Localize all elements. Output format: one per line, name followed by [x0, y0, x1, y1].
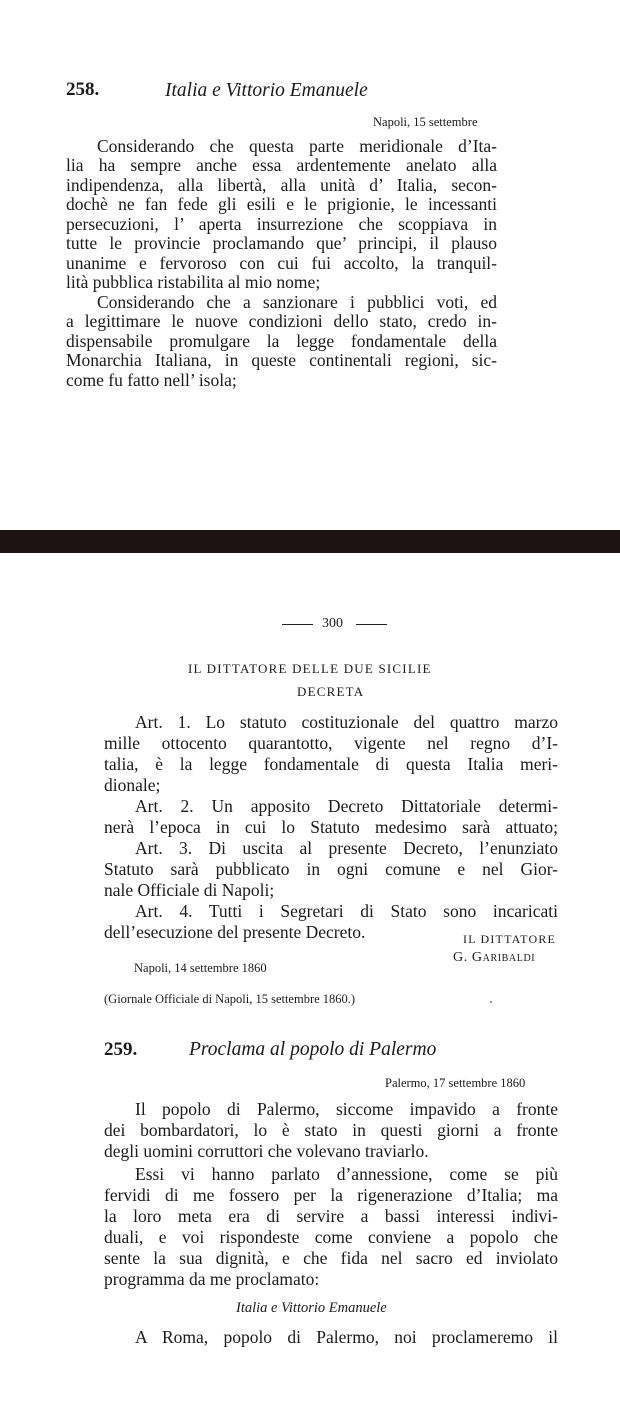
decree-heading: IL DITTATORE DELLE DUE SICILIE [188, 661, 432, 676]
text-line: sente la sua dignità, e che fida nel sacro ed inviolato [104, 1248, 558, 1268]
text-line: come fu fatto nell’ isola; [66, 370, 237, 390]
text-line: dispensabile promulgare la legge fondamentale della [66, 331, 497, 351]
text-line: Considerando che a sanzionare i pubblici voti, ed [97, 292, 497, 312]
signature-name: G. Garibaldi [453, 950, 536, 965]
text-line: A Roma, popolo di Palermo, noi proclameremo il [135, 1327, 558, 1347]
page-number-rule-right [356, 624, 387, 625]
text-line: nerà l’epoca in cui lo Statuto medesimo sarà attuato; [104, 817, 558, 837]
text-line: Monarchia Italiana, in queste continentali regioni, sic- [66, 350, 497, 370]
text-line: mille ottocento quarantotto, vigente nel regno d’I- [104, 733, 558, 753]
text-line: lità pubblica ristabilita al mio nome; [66, 272, 321, 292]
motto-heading: Italia e Vittorio Emanuele [236, 1300, 387, 1316]
text-line: indipendenza, alla libertà, alla unità d’ Italia, secon- [66, 175, 497, 195]
text-line: talia, è la legge fondamentale di questa Italia meri- [104, 754, 558, 774]
text-line: Art. 3. Di uscita al presente Decreto, l’enunziato [135, 838, 558, 858]
text-line: programma da me proclamato: [104, 1269, 320, 1289]
text-line: dochè ne fan fede gli esili e le prigionie, le incessanti [66, 194, 497, 214]
text-line: a legittimare le nuove condizioni dello stato, credo in- [66, 311, 497, 331]
text-line: la loro meta era di servire a bassi interessi indivi- [104, 1206, 558, 1226]
text-line: unanime e fervoroso con cui fui accolto, la tranquil- [66, 253, 497, 273]
page-divider [0, 530, 620, 553]
text-line: Considerando che questa parte meridionale d’Ita- [97, 136, 497, 156]
ink-speck [490, 1001, 492, 1003]
document-number: 258. [66, 79, 100, 100]
text-line: fervidi di me fossero per la rigenerazione d’Italia; ma [104, 1185, 558, 1205]
text-line: Art. 1. Lo statuto costituzionale del quattro marzo [135, 712, 558, 732]
dateline: Napoli, 15 settembre [373, 115, 478, 129]
text-line: Essi vi hanno parlato d’annessione, come se più [135, 1164, 558, 1184]
text-line: dionale; [104, 775, 161, 795]
page-top [0, 0, 620, 530]
text-line: dei bombardatori, lo è stato in questi giorni a fronte [104, 1120, 558, 1140]
text-line: nale Officiale di Napoli; [104, 880, 275, 900]
text-line: tutte le provincie proclamando que’ principi, il plauso [66, 233, 497, 253]
document-title: Italia e Vittorio Emanuele [165, 80, 368, 101]
date-signed: Napoli, 14 settembre 1860 [134, 961, 267, 975]
text-line: lia ha sempre anche essa ardentemente anelato alla [66, 155, 497, 175]
text-line: dell’esecuzione del presente Decreto. [104, 922, 366, 942]
text-line: degli uomini corruttori che volevano traviarlo. [104, 1141, 429, 1161]
text-line: Statuto sarà pubblicato in ogni comune e nel Gior- [104, 859, 558, 879]
text-line: persecuzioni, l’ aperta insurrezione che scoppiava in [66, 214, 497, 234]
signature-title: IL DITTATORE [463, 932, 557, 946]
source-note: (Giornale Officiale di Napoli, 15 settembre 1860.) [104, 992, 356, 1006]
text-line: Il popolo di Palermo, siccome impavido a fronte [135, 1099, 558, 1119]
dateline: Palermo, 17 settembre 1860 [385, 1076, 526, 1090]
decree-subheading: DECRETA [297, 684, 365, 699]
text-line: Art. 4. Tutti i Segretari di Stato sono incaricati [135, 901, 558, 921]
text-line: Art. 2. Un apposito Decreto Dittatoriale determi- [135, 796, 558, 816]
page-number-rule-left [282, 624, 313, 625]
document-number: 259. [104, 1039, 138, 1060]
page-number: 300 [322, 616, 343, 631]
text-line: duali, e voi rispondeste come conviene a popolo che [104, 1227, 558, 1247]
document-title: Proclama al popolo di Palermo [189, 1039, 437, 1060]
